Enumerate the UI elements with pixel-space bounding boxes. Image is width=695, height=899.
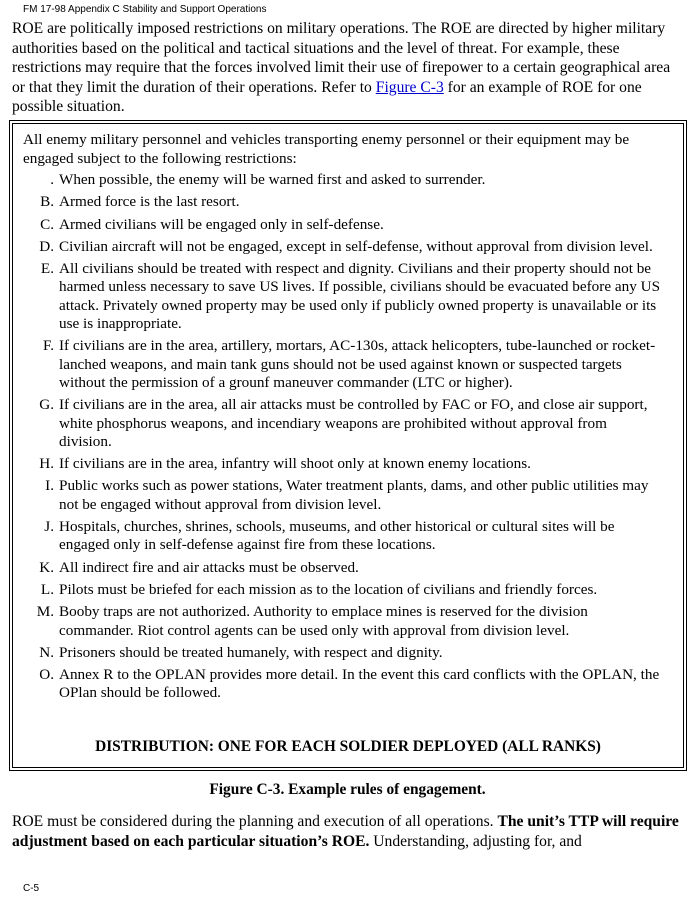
roe-list xyxy=(13,171,683,707)
intro-text-end: for an example of ROE for one possible situation. xyxy=(12,78,642,116)
closing-text-end: Understanding, adjusting for, and xyxy=(369,832,582,850)
roe-item-letter: O. xyxy=(39,666,54,684)
roe-item-text: Armed force is the last resort. xyxy=(59,193,240,211)
roe-item xyxy=(13,581,683,599)
roe-item xyxy=(13,216,683,234)
running-header: FM 17-98 Appendix C Stability and Support Operations xyxy=(23,4,267,15)
roe-item xyxy=(13,644,683,662)
roe-item-letter: M. xyxy=(36,603,54,621)
roe-item xyxy=(13,455,683,473)
roe-item xyxy=(13,396,683,451)
roe-item xyxy=(13,238,683,256)
roe-item xyxy=(13,603,683,640)
roe-item xyxy=(13,193,683,211)
roe-item xyxy=(13,171,683,189)
closing-text-bold: The unit’s TTP will require adjustment based on each particular situation’s ROE. xyxy=(12,813,679,850)
roe-item-letter: G. xyxy=(39,396,54,414)
roe-item-text: Prisoners should be treated humanely, with respect and dignity. xyxy=(59,643,443,661)
roe-item-text: Annex R to the OPLAN provides more detail. In the event this card conflicts with the OPLAN, the OPlan should be followed. xyxy=(59,666,660,702)
closing-paragraph xyxy=(12,812,686,851)
roe-item-text: Pilots must be briefed for each mission as to the location of civilians and friendly forces. xyxy=(59,580,598,598)
roe-item-text: If civilians are in the area, artillery, mortars, AC-130s, attack helicopters, tube-launched or rocket-lanched weapons, and main tank guns should not be used against known or suspected targets without the permission of a grounf maneuver commander (LTC or higher). xyxy=(59,337,656,391)
distribution-line: DISTRIBUTION: ONE FOR EACH SOLDIER DEPLOYED (ALL RANKS) xyxy=(95,738,601,755)
roe-item-text: Booby traps are not authorized. Authority to emplace mines is reserved for the division commander. Riot control agents can be used only with approval from division level. xyxy=(59,603,588,639)
figure-c3-link[interactable]: Figure C-3 xyxy=(375,78,444,96)
roe-item-letter: N. xyxy=(39,643,54,661)
roe-item xyxy=(13,477,683,514)
roe-item-letter: F. xyxy=(42,337,54,355)
roe-item-letter: I. xyxy=(45,477,54,495)
roe-item-letter: L. xyxy=(40,580,54,598)
intro-text-start: ROE are politically imposed restrictions on military operations. The ROE are directed by higher military authorities based on the political and tactical situations and the level of threat. For example, these restrictions may require that the forces involved limit their use of firepower to a certain geographical area or that they limit the duration of their operations. Refer to xyxy=(12,20,671,96)
closing-text-start: ROE must be considered during the planning and execution of all operations. xyxy=(12,813,498,830)
roe-item xyxy=(13,337,683,392)
roe-item-text: Civilian aircraft will not be engaged, except in self-defense, without approval from division level. xyxy=(59,237,653,255)
roe-item-letter: B. xyxy=(40,193,54,211)
roe-item-text: All civilians should be treated with respect and dignity. Civilians and their property should not be harmed unless necessary to save US lives. If possible, civilians should be evacuated before any US attack. Privately owned property may be used only if publicly owned property is unavailable or its use is inappropriate. xyxy=(59,260,661,333)
roe-item-letter: C. xyxy=(40,215,54,233)
roe-item-text: Hospitals, churches, shrines, schools, museums, and other historical or cultural sites will be engaged only in self-defense against fire from these locations. xyxy=(59,518,615,554)
roe-item-letter: . xyxy=(50,171,54,188)
roe-item-letter: K. xyxy=(39,558,54,576)
roe-item xyxy=(13,260,683,333)
roe-item-letter: J. xyxy=(44,518,54,536)
roe-card-intro: All enemy military personnel and vehicles transporting enemy personnel or their equipment may be engaged subject to the following restrictions: xyxy=(23,131,630,167)
roe-item-text: All indirect fire and air attacks must be observed. xyxy=(59,558,359,576)
roe-item-letter: D. xyxy=(39,237,54,255)
roe-card xyxy=(12,123,684,768)
roe-item xyxy=(13,666,683,703)
figure-caption: Figure C-3. Example rules of engagement. xyxy=(209,781,486,798)
roe-item-text: Public works such as power stations, Water treatment plants, dams, and other public utilities may not be engaged without approval from division level. xyxy=(59,477,649,513)
roe-item-letter: H. xyxy=(39,455,54,473)
roe-item-text: If civilians are in the area, infantry will shoot only at known enemy locations. xyxy=(59,455,531,473)
roe-item-text: Armed civilians will be engaged only in self-defense. xyxy=(59,215,384,233)
roe-item-text: When possible, the enemy will be warned first and asked to surrender. xyxy=(59,171,486,188)
roe-item xyxy=(13,518,683,555)
roe-item-text: If civilians are in the area, all air attacks must be controlled by FAC or FO, and close air support, white phosphorus weapons, and incendiary weapons are prohibited without approval from division. xyxy=(59,396,648,450)
page-number: C-5 xyxy=(23,883,40,894)
roe-item xyxy=(13,559,683,577)
intro-paragraph xyxy=(12,19,686,117)
roe-item-letter: E. xyxy=(40,260,54,278)
